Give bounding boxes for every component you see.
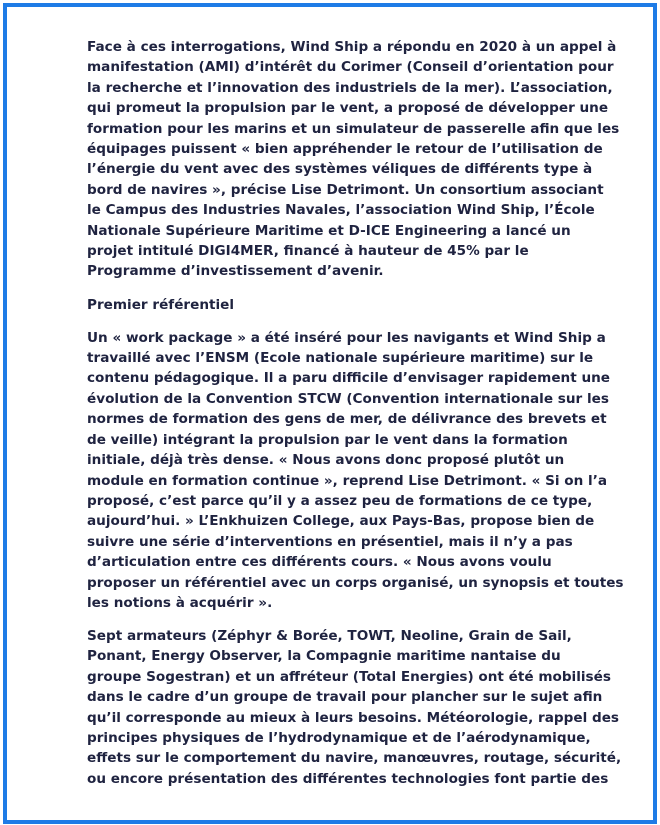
text-line: Sept armateurs (Zéphyr & Borée, TOWT, Neoline, Grain de Sail, [87,628,572,645]
text-line: la recherche et l’innovation des industriels de la mer). L’association, [87,79,613,96]
text-line: aujourd’hui. » L’Enkhuizen College, aux Pays-Bas, propose bien de [87,513,595,530]
text-line: projet intitulé DIGI4MER, financé à hauteur de 45% par le [87,243,529,260]
text-line: module en formation continue », reprend Lise Detrimont. « Si on l’a [87,472,608,489]
text-line: qu’il corresponde au mieux à leurs besoins. Météorologie, rappel des [87,709,620,726]
text-line: formation pour les marins et un simulateur de passerelle afin que les [87,120,620,137]
text-line: proposé, c’est parce qu’il y a assez peu de formations de ce type, [87,492,593,509]
text-line: suivre une série d’interventions en présentiel, mais il n’y a pas [87,533,573,550]
text-line: bord de navires », précise Lise Detrimont. Un consortium associant [87,181,604,198]
text-line: évolution de la Convention STCW (Convention internationale sur les [87,390,609,407]
text-line: de veille) intégrant la propulsion par le vent dans la formation [87,431,568,448]
section-heading: Premier référentiel [87,296,235,313]
text-line: qui promeut la propulsion par le vent, a proposé de développer une [87,100,609,117]
text-line: initiale, déjà très dense. « Nous avons donc proposé plutôt un [87,452,565,469]
text-line: ou encore présentation des différentes technologies font partie des [87,770,609,787]
text-line: principes physiques de l’hydrodynamique et de l’aérodynamique, [87,730,591,747]
text-line: normes de formation des gens de mer, de délivrance des brevets et [87,411,607,428]
text-line: Face à ces interrogations, Wind Ship a répondu en 2020 à un appel à [87,39,617,55]
text-line: l’énergie du vent avec des systèmes véliques de différents type à [87,161,593,178]
text-line: équipages puissent « bien appréhender le retour de l’utilisation de [87,141,603,158]
text-line: manifestation (AMI) d’intérêt du Corimer (Conseil d’orientation pour [87,59,614,76]
text-line: Un « work package » a été inséré pour les navigants et Wind Ship a [87,329,606,346]
text-line: Nationale Supérieure Maritime et D-ICE Engineering a lancé un [87,222,571,239]
text-line: dans le cadre d’un groupe de travail pour plancher sur le sujet afin [87,689,603,706]
text-line: les notions à acquérir ». [87,594,273,611]
text-line: le Campus des Industries Navales, l’association Wind Ship, l’École [87,202,595,219]
paragraph-3 [87,626,622,789]
text-line: d’articulation entre ces différents cours. « Nous avons voulu [87,554,552,571]
text-line: Programme d’investissement d’avenir. [87,263,384,280]
paragraph-1 [87,37,620,282]
text-line: contenu pédagogique. Il a paru difficile d’envisager rapidement une [87,370,611,387]
text-line: effets sur le comportement du navire, manœuvres, routage, sécurité, [87,750,622,767]
text-line: Ponant, Energy Observer, la Compagnie maritime nantaise du [87,648,561,665]
paragraph-2 [87,328,624,614]
text-line: proposer un référentiel avec un corps organisé, un synopsis et toutes [87,574,624,591]
text-line: groupe Sogestran) et un affréteur (Total Energies) ont été mobilisés [87,668,611,685]
article-frame [3,3,657,824]
text-line: travaillé avec l’ENSM (Ecole nationale supérieure maritime) sur le [87,350,594,367]
article-body [87,37,624,802]
